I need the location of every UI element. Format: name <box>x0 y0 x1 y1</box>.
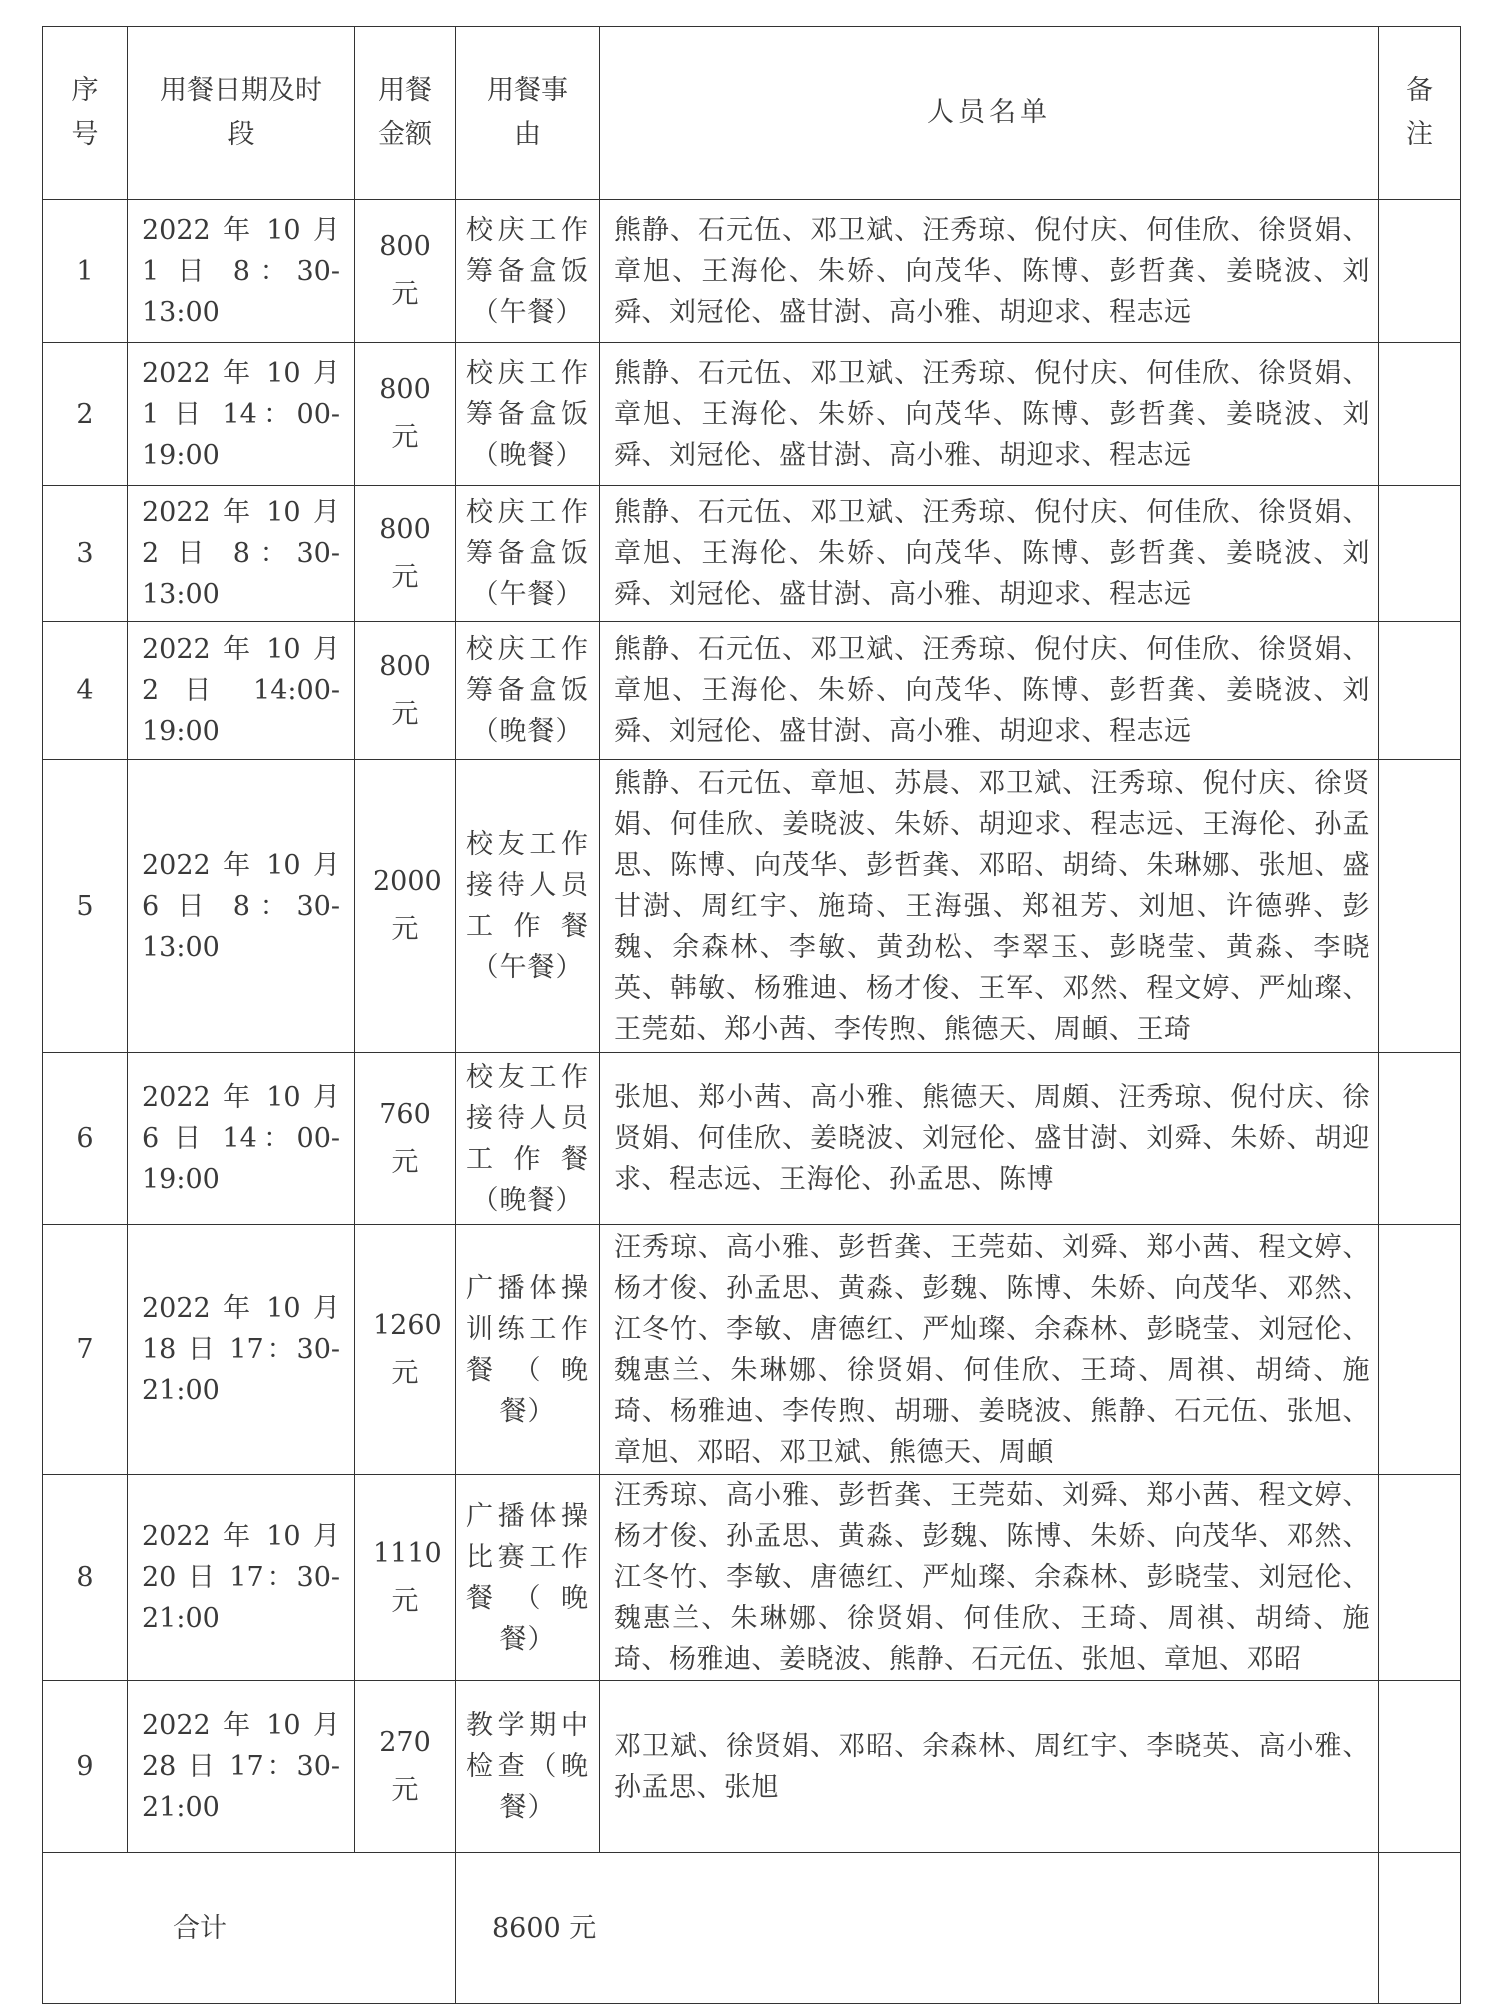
row-seq: 9 <box>43 1681 128 1853</box>
header-names: 人员名单 <box>600 27 1379 200</box>
row-names: 熊静、石元伍、邓卫斌、汪秀琼、倪付庆、何佳欣、徐贤娟、章旭、王海伦、朱娇、向茂华、陈博、彭哲龚、姜晓波、刘舜、刘冠伦、盛甘澍、高小雅、胡迎求、程志远 <box>600 343 1379 486</box>
table-row <box>43 343 1461 486</box>
row-names: 熊静、石元伍、邓卫斌、汪秀琼、倪付庆、何佳欣、徐贤娟、章旭、王海伦、朱娇、向茂华、陈博、彭哲龚、姜晓波、刘舜、刘冠伦、盛甘澍、高小雅、胡迎求、程志远 <box>600 486 1379 622</box>
row-reason: 校庆工作筹备盒饭（晚餐） <box>456 343 600 486</box>
row-names: 张旭、郑小茜、高小雅、熊德天、周頗、汪秀琼、倪付庆、徐贤娟、何佳欣、姜晓波、刘冠伦、盛甘澍、刘舜、朱娇、胡迎求、程志远、王海伦、孙孟思、陈博 <box>600 1053 1379 1225</box>
total-label: 合计 <box>43 1853 456 2004</box>
row-seq: 5 <box>43 760 128 1053</box>
row-names: 汪秀琼、高小雅、彭哲龚、王莞茹、刘舜、郑小茜、程文婷、杨才俊、孙孟思、黄淼、彭魏、陈博、朱娇、向茂华、邓然、江冬竹、李敏、唐德红、严灿璨、余森林、彭晓莹、刘冠伦、魏惠兰、朱琳娜、徐贤娟、何佳欣、王琦、周祺、胡绮、施琦、杨雅迪、姜晓波、熊静、石元伍、张旭、章旭、邓昭 <box>600 1475 1379 1681</box>
row-date: 2022 年 10 月 1 日 14：00-19:00 <box>128 343 355 486</box>
table-row <box>43 1053 1461 1225</box>
row-note <box>1379 200 1461 343</box>
header-seq: 序号 <box>43 27 128 200</box>
total-row <box>43 1853 1461 2004</box>
row-names: 熊静、石元伍、邓卫斌、汪秀琼、倪付庆、何佳欣、徐贤娟、章旭、王海伦、朱娇、向茂华、陈博、彭哲龚、姜晓波、刘舜、刘冠伦、盛甘澍、高小雅、胡迎求、程志远 <box>600 200 1379 343</box>
row-amount: 800 元 <box>355 200 456 343</box>
header-reason: 用餐事由 <box>456 27 600 200</box>
row-seq: 2 <box>43 343 128 486</box>
row-amount: 2000 元 <box>355 760 456 1053</box>
row-names: 熊静、石元伍、章旭、苏晨、邓卫斌、汪秀琼、倪付庆、徐贤娟、何佳欣、姜晓波、朱娇、胡迎求、程志远、王海伦、孙孟思、陈博、向茂华、彭哲龚、邓昭、胡绮、朱琳娜、张旭、盛甘澍、周红宇、施琦、王海强、郑祖芳、刘旭、许德骅、彭魏、余森林、李敏、黄劲松、李翠玉、彭晓莹、黄淼、李晓英、韩敏、杨雅迪、杨才俊、王军、邓然、程文婷、严灿璨、王莞茹、郑小茜、李传煦、熊德天、周頔、王琦 <box>600 760 1379 1053</box>
row-reason: 教学期中检查（晚餐） <box>456 1681 600 1853</box>
row-amount: 1110 元 <box>355 1475 456 1681</box>
table-row <box>43 1681 1461 1853</box>
row-names: 邓卫斌、徐贤娟、邓昭、余森林、周红宇、李晓英、高小雅、孙孟思、张旭 <box>600 1681 1379 1853</box>
row-note <box>1379 486 1461 622</box>
header-row <box>43 27 1461 200</box>
row-reason: 校庆工作筹备盒饭（午餐） <box>456 486 600 622</box>
meal-expense-table <box>42 26 1461 2004</box>
row-date: 2022 年 10 月 1 日 8：30-13:00 <box>128 200 355 343</box>
row-seq: 1 <box>43 200 128 343</box>
row-seq: 3 <box>43 486 128 622</box>
row-reason: 校庆工作筹备盒饭（晚餐） <box>456 622 600 760</box>
row-amount: 1260 元 <box>355 1225 456 1475</box>
row-note <box>1379 1475 1461 1681</box>
row-reason: 校庆工作筹备盒饭（午餐） <box>456 200 600 343</box>
row-amount: 760 元 <box>355 1053 456 1225</box>
header-date: 用餐日期及时段 <box>128 27 355 200</box>
table-row <box>43 200 1461 343</box>
row-date: 2022 年 10 月 6 日 14：00-19:00 <box>128 1053 355 1225</box>
row-seq: 8 <box>43 1475 128 1681</box>
row-note <box>1379 760 1461 1053</box>
table-row <box>43 1475 1461 1681</box>
row-date: 2022 年 10 月 20 日 17：30-21:00 <box>128 1475 355 1681</box>
row-amount: 270 元 <box>355 1681 456 1853</box>
table-row <box>43 622 1461 760</box>
row-note <box>1379 1225 1461 1475</box>
row-seq: 6 <box>43 1053 128 1225</box>
row-names: 熊静、石元伍、邓卫斌、汪秀琼、倪付庆、何佳欣、徐贤娟、章旭、王海伦、朱娇、向茂华、陈博、彭哲龚、姜晓波、刘舜、刘冠伦、盛甘澍、高小雅、胡迎求、程志远 <box>600 622 1379 760</box>
row-amount: 800 元 <box>355 622 456 760</box>
row-reason: 校友工作接待人员工作餐（晚餐） <box>456 1053 600 1225</box>
row-date: 2022 年 10 月 2 日 8：30-13:00 <box>128 486 355 622</box>
table-row <box>43 1225 1461 1475</box>
row-reason: 广播体操训练工作餐（晚餐） <box>456 1225 600 1475</box>
row-names: 汪秀琼、高小雅、彭哲龚、王莞茹、刘舜、郑小茜、程文婷、杨才俊、孙孟思、黄淼、彭魏、陈博、朱娇、向茂华、邓然、江冬竹、李敏、唐德红、严灿璨、余森林、彭晓莹、刘冠伦、魏惠兰、朱琳娜、徐贤娟、何佳欣、王琦、周祺、胡绮、施琦、杨雅迪、李传煦、胡珊、姜晓波、熊静、石元伍、张旭、章旭、邓昭、邓卫斌、熊德天、周頔 <box>600 1225 1379 1475</box>
row-seq: 4 <box>43 622 128 760</box>
row-amount: 800 元 <box>355 343 456 486</box>
row-date: 2022 年 10 月 18 日 17：30-21:00 <box>128 1225 355 1475</box>
row-date: 2022 年 10 月 2 日 14:00-19:00 <box>128 622 355 760</box>
header-note: 备注 <box>1379 27 1461 200</box>
table-row <box>43 486 1461 622</box>
row-reason: 广播体操比赛工作餐（晚餐） <box>456 1475 600 1681</box>
row-note <box>1379 1681 1461 1853</box>
row-date: 2022 年 10 月 6 日 8：30-13:00 <box>128 760 355 1053</box>
total-amount: 8600 元 <box>456 1853 1379 2004</box>
header-amount: 用餐金额 <box>355 27 456 200</box>
row-note <box>1379 622 1461 760</box>
total-note <box>1379 1853 1461 2004</box>
table-row <box>43 760 1461 1053</box>
row-note <box>1379 1053 1461 1225</box>
row-note <box>1379 343 1461 486</box>
row-amount: 800 元 <box>355 486 456 622</box>
row-seq: 7 <box>43 1225 128 1475</box>
row-date: 2022 年 10 月 28 日 17：30-21:00 <box>128 1681 355 1853</box>
row-reason: 校友工作接待人员工作餐（午餐） <box>456 760 600 1053</box>
